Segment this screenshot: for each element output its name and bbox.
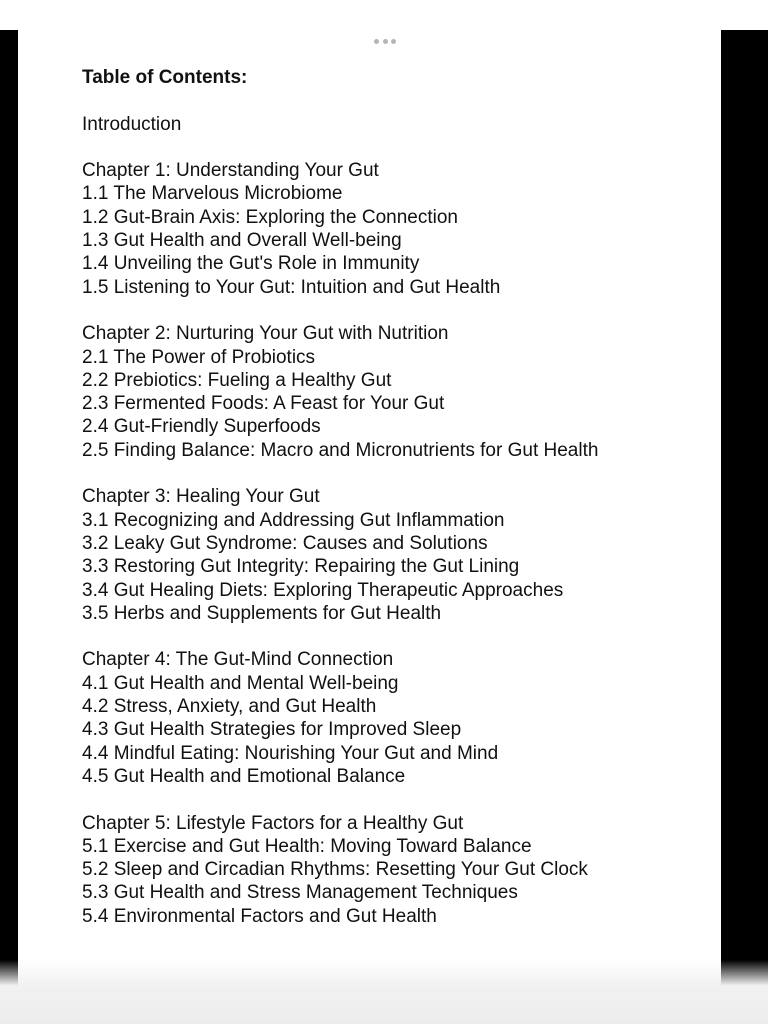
spacer bbox=[82, 89, 682, 112]
chapter-heading: Chapter 3: Healing Your Gut bbox=[82, 486, 320, 508]
section-item: 5.1 Exercise and Gut Health: Moving Toward Balance bbox=[82, 835, 532, 857]
handle-dot bbox=[383, 39, 388, 44]
section-item: 1.1 The Marvelous Microbiome bbox=[82, 183, 343, 205]
spacer bbox=[82, 136, 682, 159]
section-item: 3.5 Herbs and Supplements for Gut Health bbox=[82, 602, 442, 624]
section-item: 4.5 Gut Health and Emotional Balance bbox=[82, 765, 406, 787]
section-item: 5.3 Gut Health and Stress Management Techniques bbox=[82, 882, 518, 904]
section-item: 2.1 The Power of Probiotics bbox=[82, 346, 316, 368]
handle-dot bbox=[391, 39, 396, 44]
right-black-bar bbox=[721, 30, 768, 996]
section-item: 5.2 Sleep and Circadian Rhythms: Resetting Your Gut Clock bbox=[82, 859, 588, 881]
handle-dot bbox=[374, 39, 379, 44]
chapter-heading: Chapter 4: The Gut-Mind Connection bbox=[82, 649, 394, 671]
chapter-heading: Chapter 2: Nurturing Your Gut with Nutrition bbox=[82, 323, 449, 345]
section-item: 4.2 Stress, Anxiety, and Gut Health bbox=[82, 696, 377, 718]
section-item: 5.4 Environmental Factors and Gut Health bbox=[82, 905, 437, 927]
chapter-heading: Chapter 1: Understanding Your Gut bbox=[82, 160, 379, 182]
spacer bbox=[82, 462, 682, 485]
spacer bbox=[82, 299, 682, 322]
section-item: 3.4 Gut Healing Diets: Exploring Therapeutic Approaches bbox=[82, 579, 564, 601]
section-item: 1.4 Unveiling the Gut's Role in Immunity bbox=[82, 253, 420, 275]
section-item: 2.4 Gut-Friendly Superfoods bbox=[82, 416, 321, 438]
section-item: 4.4 Mindful Eating: Nourishing Your Gut and Mind bbox=[82, 742, 499, 764]
section-item: 1.2 Gut-Brain Axis: Exploring the Connection bbox=[82, 206, 458, 228]
chapter-heading: Chapter 5: Lifestyle Factors for a Healthy Gut bbox=[82, 812, 464, 834]
section-item: 2.5 Finding Balance: Macro and Micronutrients for Gut Health bbox=[82, 439, 599, 461]
section-item: 4.3 Gut Health Strategies for Improved Sleep bbox=[82, 719, 462, 741]
bottom-fade bbox=[0, 960, 768, 1024]
section-item: 3.2 Leaky Gut Syndrome: Causes and Solutions bbox=[82, 532, 488, 554]
toc-introduction: Introduction bbox=[82, 113, 182, 135]
more-horizontal-icon[interactable] bbox=[374, 38, 396, 44]
section-item: 3.3 Restoring Gut Integrity: Repairing the Gut Lining bbox=[82, 556, 520, 578]
section-item: 1.3 Gut Health and Overall Well-being bbox=[82, 230, 402, 252]
table-of-contents bbox=[82, 66, 682, 928]
left-black-bar bbox=[0, 30, 18, 996]
section-item: 2.3 Fermented Foods: A Feast for Your Gut bbox=[82, 393, 445, 415]
spacer bbox=[82, 625, 682, 648]
toc-title: Table of Contents: bbox=[82, 67, 248, 88]
section-item: 4.1 Gut Health and Mental Well-being bbox=[82, 672, 399, 694]
spacer bbox=[82, 788, 682, 811]
section-item: 3.1 Recognizing and Addressing Gut Inflammation bbox=[82, 509, 505, 531]
section-item: 1.5 Listening to Your Gut: Intuition and Gut Health bbox=[82, 276, 501, 298]
section-item: 2.2 Prebiotics: Fueling a Healthy Gut bbox=[82, 369, 392, 391]
